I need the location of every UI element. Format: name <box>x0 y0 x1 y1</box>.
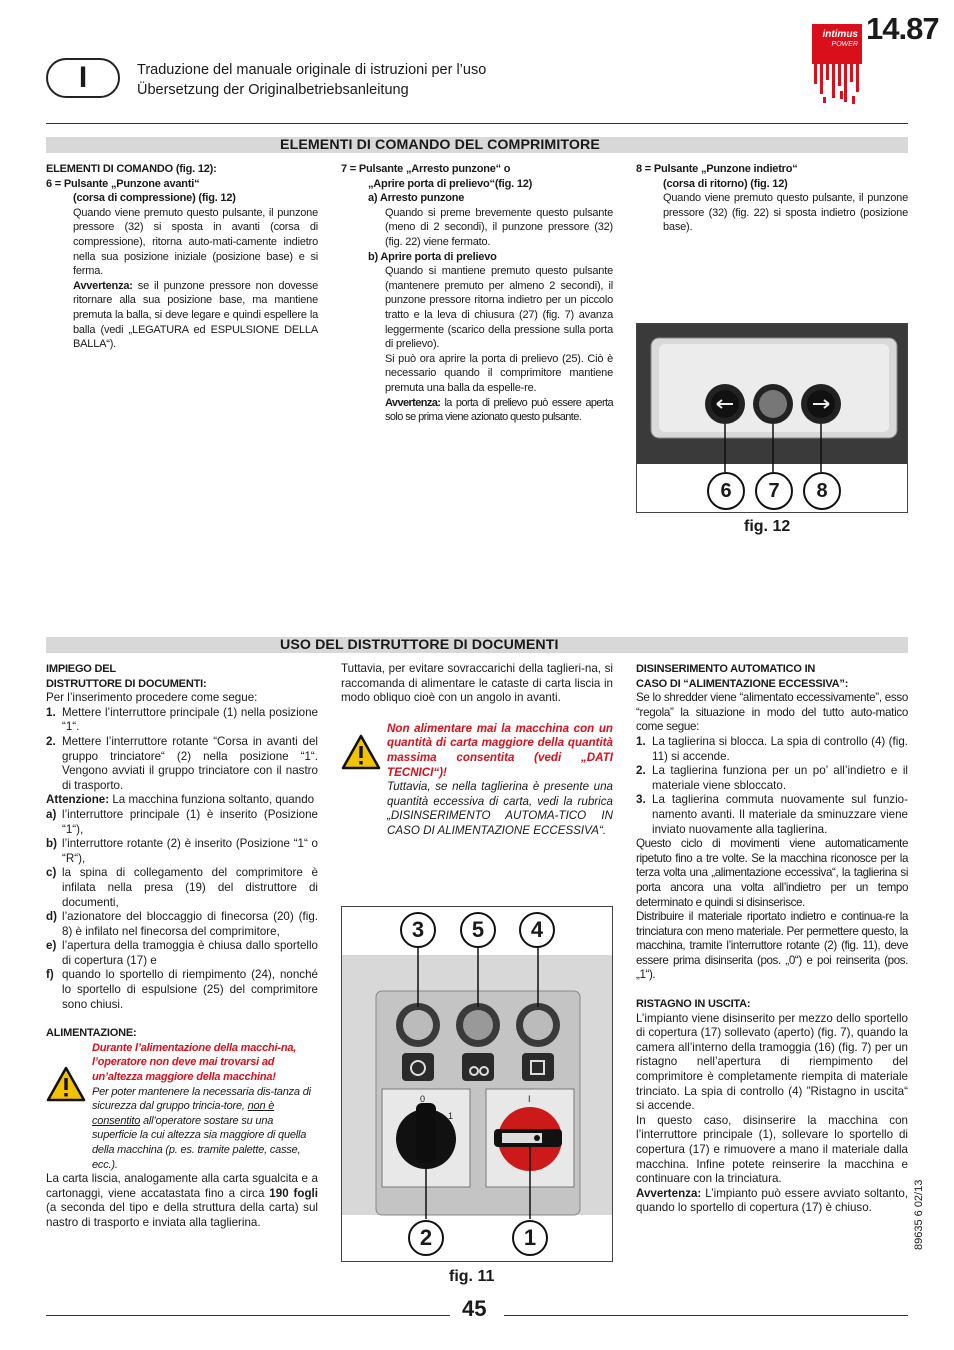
fig-11-label: fig. 11 <box>449 1268 495 1285</box>
page-number: 45 <box>462 1296 487 1321</box>
callout-3: 3 <box>400 912 436 948</box>
list-item: f) quando lo sportello di riempimento (24), nonché lo sportello di espulsione (25) del comprimitore sono chiusi. <box>46 968 318 1011</box>
button-7-title: 7 = Pulsante „Arresto punzone“ o <box>341 163 511 175</box>
switch-2-position-1: 1 <box>448 1111 454 1121</box>
shredder-strips-icon <box>812 64 862 106</box>
callout-1: 1 <box>512 1220 548 1256</box>
callout-4: 4 <box>519 912 555 948</box>
button-7-warning: Avvertenza: la porta di prelievo può essere aperta solo se prima viene azionato questo pulsante. <box>385 396 613 424</box>
brand-name: intimus <box>822 29 858 40</box>
jam-body-1: L’impianto viene disinserito per mezzo dello sportello di copertura (17) sollevato (aperto) (fig. 7), quando la camera all’interno della tramoggia (16) (fig. 7) per un ristagno nell’apertura di riempimento del comprimitore è completamente riempita di materiale trinciato. La spia di controllo (4) ”Ristagno in uscita“ si accende. <box>636 1011 908 1113</box>
feed-warning-detail: Per poter mantenere la necessaria dis-tanza di sicurezza dal gruppo trincia-tore, non è consentito all’operatore sostare su una superficie la cui altezza sia maggiore di quella della macchina (p. es. tramite palette, casse, ecc.). <box>92 1085 311 1171</box>
jam-warning: Avvertenza: L’impianto può essere avviato soltanto, quando lo sportello di copertura (17) è chiuso. <box>636 1186 908 1215</box>
controls-col-1 <box>46 162 318 352</box>
list-item: d) l’azionatore del bloccaggio di finecorsa (20) (fig. 8) è infilato nel finecorsa del comprimitore, <box>46 910 318 938</box>
list-item: 1. La taglierina si blocca. La spia di controllo (4) (fig. 11) si accende. <box>636 734 908 763</box>
list-item: 2. La taglierina funziona per un po’ all’indietro e il materiale viene sbloccato. <box>636 764 908 792</box>
brand-sub: POWER <box>831 41 858 48</box>
list-item: 1. Mettere l’interruttore principale (1) nella posizione “1“. <box>46 705 318 734</box>
callout-8: 8 <box>803 472 841 510</box>
button-7-subtitle: „Aprire porta di prelievo“(fig. 12) <box>368 177 533 190</box>
controls-col-3 <box>636 162 908 235</box>
button-7-a-heading: a) Arresto punzone <box>368 192 465 205</box>
overload-body-1: Questo ciclo di movimenti viene automaticamente ripetuto fino a tre volte. Se la macchina riconosce per la terza volta una „alimentazione eccessiva“, la taglierina si porta ancora una volta all’indietro per un tempo determinato e quindi si disinserisce. <box>636 837 908 909</box>
oblique-feed-note: Tuttavia, per evitare sovraccarichi della taglieri-na, si raccomanda di alimentare le cataste di carta liscia in modo obliquo cioè con un angolo in avanti. <box>341 662 613 705</box>
section-title: USO DEL DISTRUTTORE DI DOCUMENTI <box>280 637 559 653</box>
list-item: 2. Mettere l’interruttore rotante “Corsa in avanti del gruppo trinciatore“ (2) nella posizione “1“. Vengono avviati il gruppo trinciatore con il nastro di trasporto. <box>46 734 318 792</box>
switch-2-position-0: 0 <box>420 1094 426 1104</box>
model-number: 14.87 <box>866 11 939 46</box>
attention-note: Attenzione: La macchina funziona soltanto, quando <box>46 793 315 807</box>
max-quantity-warning: Non alimentare mai la macchina con un quantità di carta maggiore della quantità massima consentita (vedi „DATI TECNICI“)! <box>387 721 613 779</box>
button-7-a-text: Quando si preme brevemente questo pulsante (meno di 2 secondi), il punzone pressore (32) (fig. 22) viene fermato. <box>385 206 613 248</box>
callout-7: 7 <box>755 472 793 510</box>
footer-rule-left <box>46 1315 450 1316</box>
button-8-subtitle: (corsa di ritorno) (fig. 12) <box>663 177 788 190</box>
usage-heading-2: DISTRUTTORE DI DOCUMENTI: <box>46 677 207 690</box>
list-item: b) l’interruttore rotante (2) è inserito (Posizione “1“ o “R“), <box>46 837 318 865</box>
usage-intro: Per l’inserimento procedere come segue: <box>46 691 258 705</box>
feed-body: La carta liscia, analogamente alla carta sgualcita e a cartonaggi, viene accatastata fino a circa 190 fogli (a seconda del tipo e della struttura della carta) sul nastro di trasporto e inviata alla taglierina. <box>46 1172 318 1229</box>
list-item: 3. La taglierina commuta nuovamente sul funzio-namento avanti. Il materiale da sminuzzare viene inviato nuovamente alla taglierina. <box>636 793 908 836</box>
warning-triangle-icon <box>46 1066 86 1102</box>
list-item: c) la spina di collegamento del comprimitore è infilata nella presa (19) del distruttore di documenti, <box>46 866 318 909</box>
section-bar-controls <box>46 137 908 153</box>
footer-rule-right <box>504 1315 908 1316</box>
button-7-b-text-2: Si può ora aprire la porta di prelievo (25). Ciò è necessario quando il comprimitore mantiene premuta una balla da espelle-re. <box>385 352 613 394</box>
section-bar-shredder <box>46 637 908 653</box>
usage-col-3 <box>636 662 908 1216</box>
section-title: ELEMENTI DI COMANDO DEL COMPRIMITORE <box>280 137 600 153</box>
list-item: a) l’interruttore principale (1) è inserito (Posizione “1“), <box>46 807 318 836</box>
max-quantity-detail: Tuttavia, se nella taglierina è presente una quantità eccessiva di carta, vedi la rubrica „DISINSERIMENTO AUTOMA-TICO IN CASO DI ALIMENTAZIONE ECCESSIVA“. <box>387 780 613 837</box>
jam-body-2: In questo caso, disinserire la macchina con l’interruttore principale (1), sollevare lo sportello di copertura (17) e rimuovere a mano il materiale dalla macchina. Infine potete reinserire la macchina e continuare con la trinciatura. <box>636 1113 908 1186</box>
button-8-description: Quando viene premuto questo pulsante, il punzone pressore (32) (fig. 22) si sposta indietro (posizione base). <box>663 192 908 234</box>
usage-heading-1: IMPIEGO DEL <box>46 663 116 675</box>
button-8-title: 8 = Pulsante „Punzone indietro“ <box>636 163 798 175</box>
callout-5: 5 <box>460 912 496 948</box>
button-6-subtitle: (corsa di compressione) (fig. 12) <box>73 192 236 205</box>
brand-logo <box>812 24 862 64</box>
jam-heading: RISTAGNO IN USCITA: <box>636 998 751 1011</box>
usage-col-2 <box>341 662 613 839</box>
controls-heading: ELEMENTI DI COMANDO (fig. 12): <box>46 163 217 175</box>
header-line-1: Traduzione del manuale originale di istruzioni per l’uso <box>137 62 487 78</box>
switch-1-position-i: I <box>528 1094 531 1104</box>
overload-body-2: Distribuire il materiale riportato indietro e continua-re la trinciatura con meno materiale. Per permettere questo, la macchina, tramite l’interruttore rotante (2) (fig. 11), deve essere prima disinserita (pos. „0“) e poi reinserita (pos. „1“). <box>636 910 908 982</box>
callout-2: 2 <box>408 1220 444 1256</box>
usage-col-1 <box>46 662 318 1231</box>
language-badge: I <box>46 58 120 98</box>
button-6-warning: Avvertenza: se il punzone pressore non dovesse ritornare alla sua posizione base, ma mantiene premuta la balla, si deve legare e quindi espellere la balla (vedi „LEGATURA ed ESPULSIONE DELLA BALLA“). <box>73 279 318 351</box>
overload-heading-2: CASO DI “ALIMENTAZIONE ECCESSIVA”: <box>636 677 849 690</box>
fig-12-label: fig. 12 <box>744 518 791 535</box>
feed-heading: ALIMENTAZIONE: <box>46 1027 137 1040</box>
feed-warning: Durante l’alimentazione della macchi-na, l’operatore non deve mai trovarsi ad un’altezza maggiore della macchina! <box>92 1041 297 1084</box>
button-6-title: 6 = Pulsante „Punzone avanti“ <box>46 177 200 190</box>
button-7-b-heading: b) Aprire porta di prelievo <box>368 250 497 263</box>
document-code: 89635 6 02/13 <box>913 1179 925 1250</box>
header-divider <box>46 123 908 124</box>
button-7-b-text: Quando si mantiene premuto questo pulsante (mantenere premuto per almeno 2 secondi), il punzone pressore ritorna indietro per un piccolo tratto e la leva di chiusura (27) (fig. 7) avanza leggermente (scarico della pressione sulla porta di prelievo). <box>385 265 613 351</box>
control-panel-illustration <box>342 907 613 1262</box>
list-item: e) l’apertura della tramoggia è chiusa dallo sportello di copertura (17) e <box>46 939 318 967</box>
callout-6: 6 <box>707 472 745 510</box>
fig-11-photo <box>341 906 613 1262</box>
overload-intro: Se lo shredder viene “alimentato eccessivamente”, esso “regola” la situazione in modo del tutto auto-matico come segue: <box>636 691 908 734</box>
header-title <box>137 60 486 100</box>
header-line-2: Übersetzung der Originalbetriebsanleitung <box>137 82 409 98</box>
controls-col-2 <box>341 162 613 425</box>
warning-triangle-icon <box>341 734 381 770</box>
button-6-description: Quando viene premuto questo pulsante, il punzone pressore (32) si sposta in avanti (corsa di compressione), ritorna auto-mati-camente indietro nella sua posizione iniziale (posizione base) e si ferma. <box>73 206 318 278</box>
overload-heading-1: DISINSERIMENTO AUTOMATICO IN <box>636 663 816 675</box>
